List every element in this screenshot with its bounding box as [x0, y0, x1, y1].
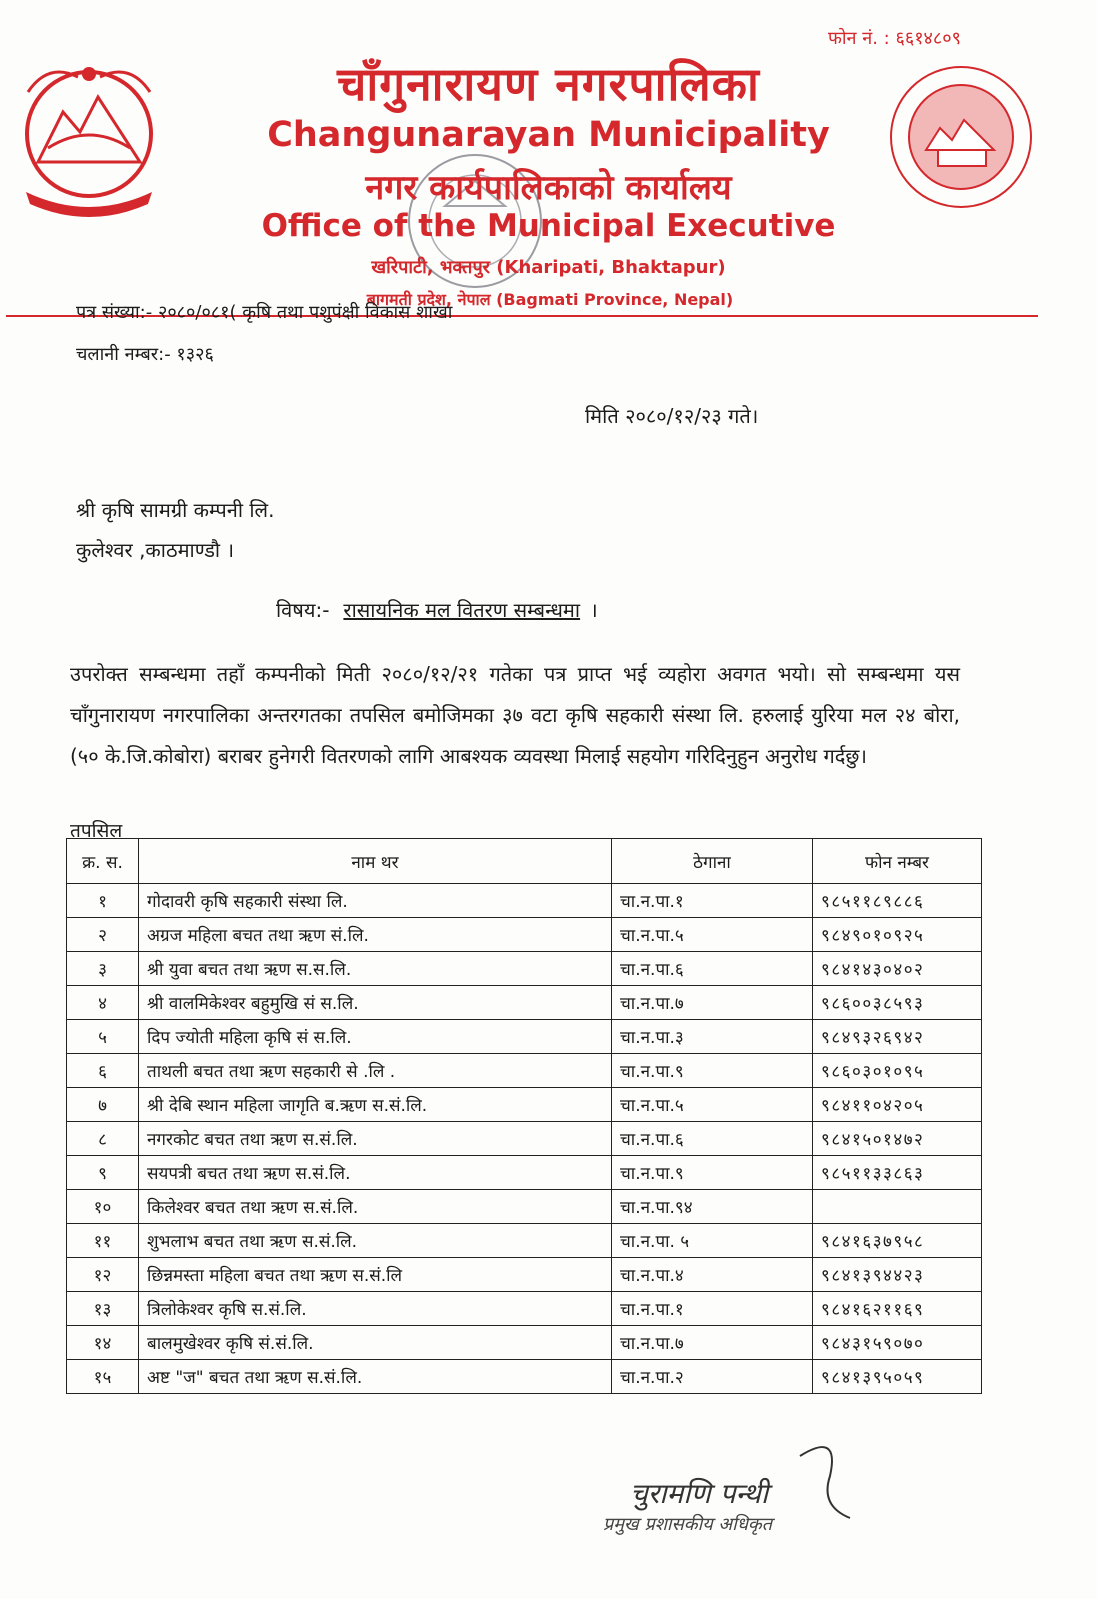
cell-address: चा.न.पा.९: [612, 1156, 813, 1190]
cell-serial: ५: [67, 1020, 139, 1054]
table-row: [67, 986, 982, 1020]
cell-serial: १५: [67, 1360, 139, 1394]
letter-date: मिति २०८०/१२/२३ गते।: [585, 404, 759, 428]
cell-address: चा.न.पा.१: [612, 884, 813, 918]
cell-name: सयपत्री बचत तथा ऋण स.सं.लि.: [139, 1156, 612, 1190]
cell-serial: ९: [67, 1156, 139, 1190]
cell-name: श्री वालमिकेश्वर बहुमुखि सं स.लि.: [139, 986, 612, 1020]
table-row: [67, 1122, 982, 1156]
cell-name: ताथली बचत तथा ऋण सहकारी से .लि .: [139, 1054, 612, 1088]
cell-phone: ९८६०३०१०९५: [813, 1054, 982, 1088]
cell-serial: ७: [67, 1088, 139, 1122]
schedule-label: तपसिल: [70, 820, 123, 842]
signature-name: चुरामणि पन्थी: [630, 1477, 769, 1510]
cell-phone: ९८४१३९५०५९: [813, 1360, 982, 1394]
table-row: [67, 918, 982, 952]
cell-address: चा.न.पा.३: [612, 1020, 813, 1054]
table-row: [67, 1326, 982, 1360]
cell-address: चा.न.पा.६: [612, 1122, 813, 1156]
cell-address: चा.न.पा.४: [612, 1258, 813, 1292]
cell-phone: ९८४१६३७९५८: [813, 1224, 982, 1258]
cell-name: त्रिलोकेश्वर कृषि स.सं.लि.: [139, 1292, 612, 1326]
recipient-name: श्री कृषि सामग्री कम्पनी लि.: [76, 498, 275, 522]
cell-address: चा.न.पा.९४: [612, 1190, 813, 1224]
subject-line: [276, 596, 598, 623]
table-row: [67, 1156, 982, 1190]
table-row: [67, 952, 982, 986]
cell-address: चा.न.पा.५: [612, 918, 813, 952]
table-row: [67, 1020, 982, 1054]
cell-serial: ६: [67, 1054, 139, 1088]
cell-address: चा.न.पा.१: [612, 1292, 813, 1326]
cell-phone: ९८४१६२११६९: [813, 1292, 982, 1326]
office-title-nepali: नगर कार्यपालिकाको कार्यालय: [365, 168, 732, 208]
table-row: [67, 884, 982, 918]
cell-phone: ९८५११८९८८६: [813, 884, 982, 918]
cell-phone: ९८४१५०१४७२: [813, 1122, 982, 1156]
cell-name: दिप ज्योती महिला कृषि सं स.लि.: [139, 1020, 612, 1054]
col-header-name: नाम थर: [139, 839, 612, 884]
cell-serial: १२: [67, 1258, 139, 1292]
table-row: [67, 1224, 982, 1258]
col-header-address: ठेगाना: [612, 839, 813, 884]
table-row: [67, 1258, 982, 1292]
cell-serial: १४: [67, 1326, 139, 1360]
cell-serial: ३: [67, 952, 139, 986]
cell-name: गोदावरी कृषि सहकारी संस्था लि.: [139, 884, 612, 918]
municipality-title-nepali: चाँगुनारायण नगरपालिका: [337, 57, 760, 111]
cell-phone: ९८४१४३०४०२: [813, 952, 982, 986]
cell-phone: ९८४११०४२०५: [813, 1088, 982, 1122]
cell-phone: ९८४१३९४४२३: [813, 1258, 982, 1292]
address-line-1: खरिपाटी, भक्तपुर (Kharipati, Bhaktapur): [371, 257, 726, 278]
table-row: [67, 1292, 982, 1326]
cell-serial: ८: [67, 1122, 139, 1156]
cell-address: चा.न.पा.७: [612, 1326, 813, 1360]
cell-name: नगरकोट बचत तथा ऋण स.सं.लि.: [139, 1122, 612, 1156]
signature-title: प्रमुख प्रशासकीय अधिकृत: [603, 1514, 772, 1535]
letter-body: उपरोक्त सम्बन्धमा तहाँ कम्पनीको मिती २०८०/१२/२१ गतेका पत्र प्राप्त भई व्यहोरा अवगत भयो। सो सम्बन्धमा यस चाँगुनारायण नगरपालिका अन्तरगतका तपसिल बमोजिमका ३७ वटा कृषि सहकारी संस्था लि. हरुलाई युरिया मल २४ बोरा, (५० के.जि.कोबोरा) बराबर हुनेगरी वितरणको लागि आबश्यक व्यवस्था मिलाई सहयोग गरिदिनुहुन अनुरोध गर्दछु।: [70, 662, 960, 768]
cell-address: चा.न.पा.६: [612, 952, 813, 986]
cell-phone: [813, 1190, 982, 1224]
cell-serial: ४: [67, 986, 139, 1020]
address-line-2: बागमती प्रदेश, नेपाल (Bagmati Province, Nepal): [366, 290, 734, 309]
municipality-title-english: Changunarayan Municipality: [267, 115, 830, 155]
table-row: [67, 1190, 982, 1224]
subject-label: विषय:-: [276, 598, 330, 622]
cell-serial: ११: [67, 1224, 139, 1258]
cell-phone: ९८६००३८५९३: [813, 986, 982, 1020]
table-row: [67, 1054, 982, 1088]
cell-name: छिन्नमस्ता महिला बचत तथा ऋण स.सं.लि: [139, 1258, 612, 1292]
cell-address: चा.न.पा.७: [612, 986, 813, 1020]
cell-serial: १३: [67, 1292, 139, 1326]
cell-phone: ९८४९०१०९२५: [813, 918, 982, 952]
cell-serial: २: [67, 918, 139, 952]
cell-address: चा.न.पा.९: [612, 1054, 813, 1088]
recipient-address: कुलेश्वर ,काठमाण्डौ ।: [76, 538, 235, 562]
cell-name: बालमुखेश्वर कृषि सं.सं.लि.: [139, 1326, 612, 1360]
table-row: [67, 1088, 982, 1122]
cell-name: अष्ट "ज" बचत तथा ऋण स.सं.लि.: [139, 1360, 612, 1394]
col-header-serial: क्र. स.: [67, 839, 139, 884]
cell-phone: ९८४३१५९०७०: [813, 1326, 982, 1360]
cell-phone: ९८४९३२६९४२: [813, 1020, 982, 1054]
cell-name: शुभलाभ बचत तथा ऋण स.सं.लि.: [139, 1224, 612, 1258]
col-header-phone: फोन नम्बर: [813, 839, 982, 884]
cell-address: चा.न.पा.५: [612, 1088, 813, 1122]
letter-number: पत्र संख्या:- २०८०/०८१( कृषि तथा पशुपंक्षी विकास शाखा: [76, 302, 453, 323]
cell-name: श्री युवा बचत तथा ऋण स.स.लि.: [139, 952, 612, 986]
cell-address: चा.न.पा.२: [612, 1360, 813, 1394]
office-title-english: Office of the Municipal Executive: [261, 208, 836, 244]
cell-name: अग्रज महिला बचत तथा ऋण सं.लि.: [139, 918, 612, 952]
cell-phone: ९८५११३३८६३: [813, 1156, 982, 1190]
table-row: [67, 1360, 982, 1394]
signature-flourish-icon: [790, 1436, 860, 1526]
phone-number: फोन नं. : ६६१४८०९: [828, 28, 961, 49]
cell-serial: १०: [67, 1190, 139, 1224]
cell-address: चा.न.पा. ५: [612, 1224, 813, 1258]
subject-end: ।: [590, 598, 598, 622]
table-header-row: [67, 839, 982, 884]
cooperatives-table: [66, 838, 982, 1394]
dispatch-number: चलानी नम्बर:- १३२६: [76, 344, 214, 365]
cell-name: किलेश्वर बचत तथा ऋण स.सं.लि.: [139, 1190, 612, 1224]
subject-text: रासायनिक मल वितरण सम्बन्धमा: [343, 598, 581, 622]
cell-name: श्री देबि स्थान महिला जागृति ब.ऋण स.सं.लि.: [139, 1088, 612, 1122]
cell-serial: १: [67, 884, 139, 918]
